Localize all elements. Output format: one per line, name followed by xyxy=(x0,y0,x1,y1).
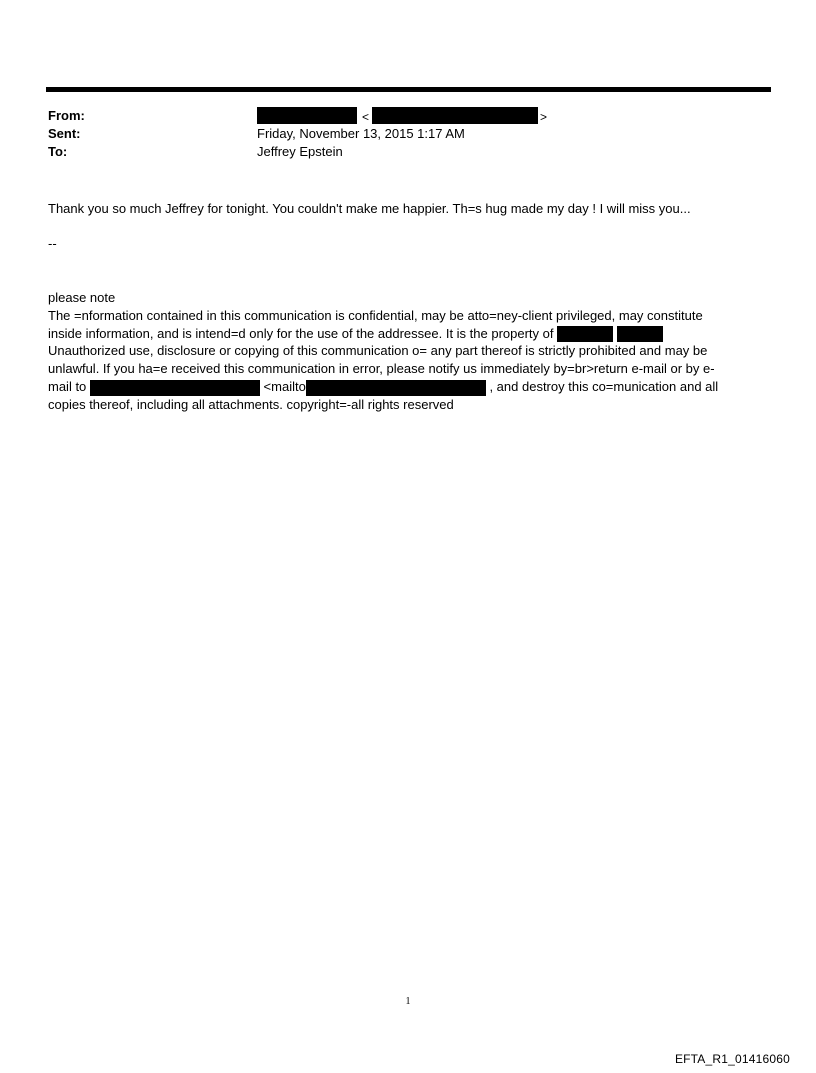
disclaimer-line-4: unlawful. If you ha=e received this communication in error, please notify us immediately by=br>return e-mail or by e- xyxy=(48,361,715,377)
sent-value: Friday, November 13, 2015 1:17 AM xyxy=(257,126,465,141)
signature-separator: -- xyxy=(48,236,57,251)
disclaimer-line-5-wrap xyxy=(48,378,778,396)
header-rule xyxy=(46,87,771,92)
to-value: Jeffrey Epstein xyxy=(257,144,343,159)
redacted-company-2 xyxy=(617,326,663,342)
document-id: EFTA_R1_01416060 xyxy=(674,1052,790,1066)
message-body: Thank you so much Jeffrey for tonight. You couldn't make me happier. Th=s hug made my day ! I will miss you... xyxy=(48,201,691,216)
from-open-bracket: < xyxy=(362,110,370,124)
to-label: To: xyxy=(48,144,68,159)
redacted-company-1 xyxy=(557,326,613,342)
from-close-bracket: > xyxy=(540,110,548,124)
disclaimer-heading: please note xyxy=(48,290,116,305)
from-label: From: xyxy=(48,108,85,123)
redacted-sender-email xyxy=(372,107,538,124)
disclaimer-line-1: The =nformation contained in this communication is confidential, may be atto=ney-client privileged, may constitute xyxy=(48,307,703,323)
sent-label: Sent: xyxy=(48,126,81,141)
redacted-email-1 xyxy=(90,380,260,396)
disclaimer-line-2: inside information, and is intend=d only for the use of the addressee. It is the property of xyxy=(48,325,554,341)
disclaimer-line-6: copies thereof, including all attachments. copyright=-all rights reserved xyxy=(48,396,454,412)
disclaimer-line-2-wrap xyxy=(48,325,778,343)
disclaimer-line-5a: mail to xyxy=(48,378,87,394)
disclaimer xyxy=(48,289,778,414)
redacted-email-2 xyxy=(306,380,486,396)
disclaimer-line-5c: , and destroy this co=munication and all xyxy=(489,378,719,394)
disclaimer-line-5b: <mailto xyxy=(263,378,306,394)
disclaimer-line-3: Unauthorized use, disclosure or copying of this communication o= any part thereof is strictly prohibited and may be xyxy=(48,343,708,359)
page-number: 1 xyxy=(405,996,411,1007)
redacted-sender-name xyxy=(257,107,357,124)
